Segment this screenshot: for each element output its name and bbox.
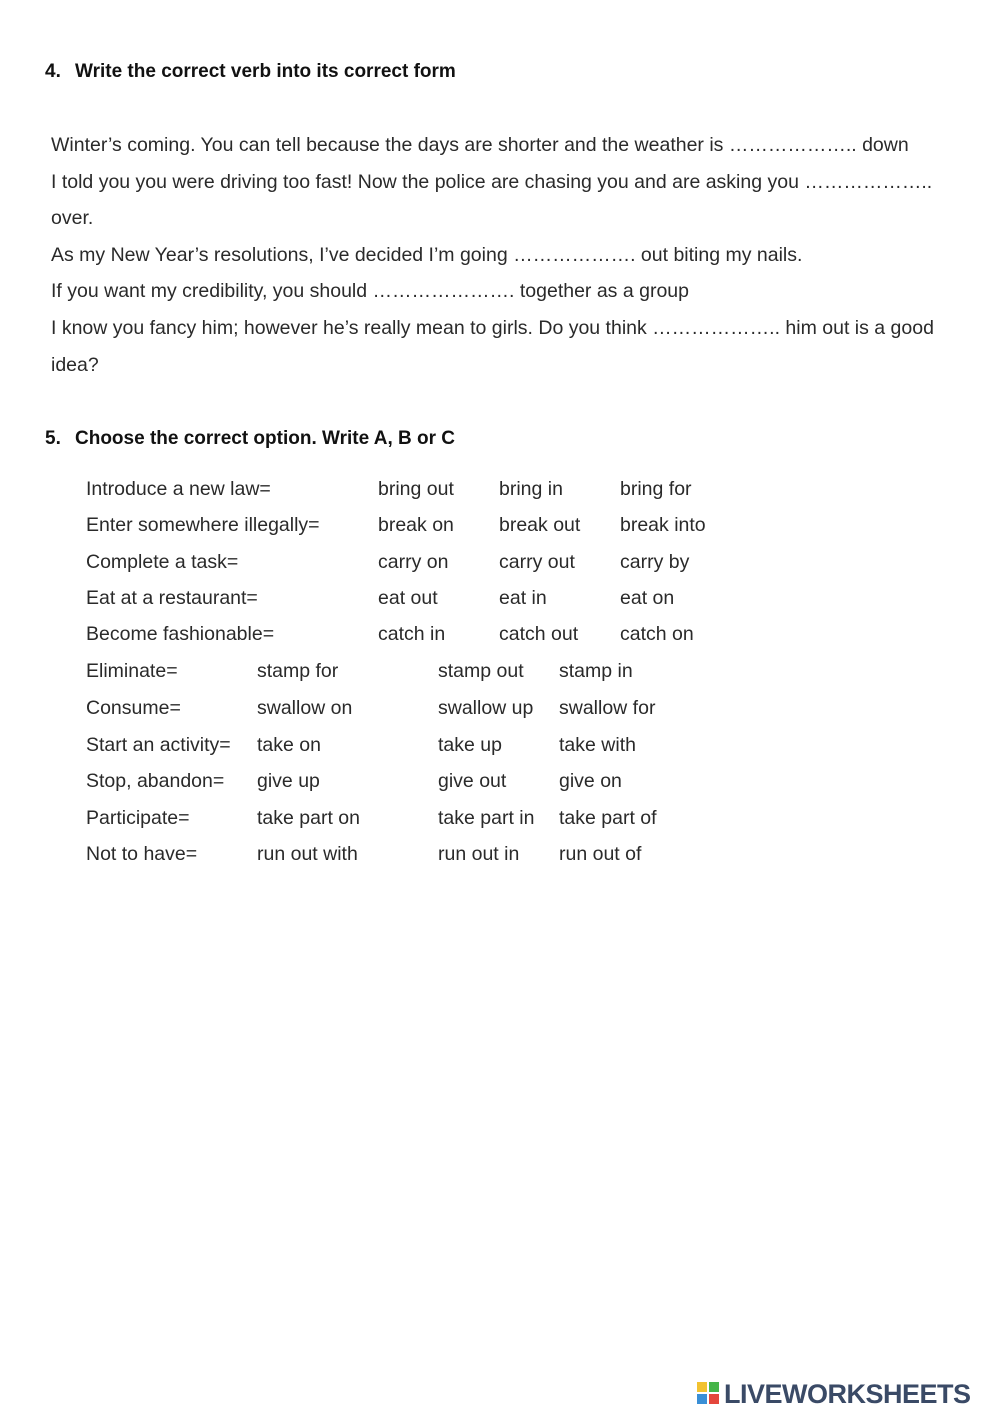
option-a: take part on [257, 807, 360, 829]
liveworksheets-logo-text: LIVEWORKSHEETS [724, 1379, 971, 1409]
option-prompt: Stop, abandon= [86, 770, 225, 792]
option-c: run out of [559, 843, 642, 865]
option-b: give out [438, 770, 507, 792]
section-4-paragraph [51, 127, 991, 383]
option-prompt: Not to have= [86, 843, 198, 865]
option-a: bring out [378, 478, 454, 500]
option-a: stamp for [257, 660, 339, 682]
option-b: carry out [499, 551, 575, 573]
option-prompt: Complete a task= [86, 551, 239, 573]
section-4-title: Write the correct verb into its correct form [75, 61, 456, 82]
liveworksheets-logo [697, 1378, 971, 1410]
option-c: swallow for [559, 697, 656, 719]
option-b: take part in [438, 807, 535, 829]
option-b: swallow up [438, 697, 534, 719]
option-b: take up [438, 734, 502, 756]
option-b: break out [499, 514, 581, 536]
option-a: run out with [257, 843, 358, 865]
option-b: stamp out [438, 660, 524, 682]
option-a: swallow on [257, 697, 353, 719]
option-b: bring in [499, 478, 563, 500]
option-b: catch out [499, 623, 579, 645]
option-prompt: Participate= [86, 807, 190, 829]
option-c: bring for [620, 478, 692, 500]
option-b: eat in [499, 587, 547, 609]
sentence-line: If you want my credibility, you should …………………. together as a group [51, 280, 689, 303]
sentence-line: idea? [51, 353, 99, 376]
option-a: catch in [378, 623, 446, 645]
option-prompt: Eliminate= [86, 660, 178, 682]
option-c: eat on [620, 587, 675, 609]
option-c: catch on [620, 623, 694, 645]
option-c: stamp in [559, 660, 633, 682]
option-c: give on [559, 770, 622, 792]
option-prompt: Become fashionable= [86, 623, 275, 645]
option-a: eat out [378, 587, 438, 609]
option-a: take on [257, 734, 321, 756]
sentence-line: I know you fancy him; however he’s really mean to girls. Do you think ……………….. him out is a good [51, 316, 934, 339]
option-c: carry by [620, 551, 690, 573]
option-c: break into [620, 514, 706, 536]
section-5-heading [45, 428, 455, 450]
section-4-number: 4. [45, 61, 61, 82]
option-prompt: Start an activity= [86, 734, 231, 756]
option-a: break on [378, 514, 454, 536]
section-5-number: 5. [45, 428, 61, 449]
sentence-line: over. [51, 207, 94, 230]
liveworksheets-logo-icon [697, 1382, 721, 1406]
sentence-line: As my New Year’s resolutions, I’ve decided I’m going ………………. out biting my nails. [51, 243, 803, 266]
section-5-title: Choose the correct option. Write A, B or C [75, 428, 456, 449]
sentence-line: I told you you were driving too fast! Now the police are chasing you and are asking you ……………….. [51, 170, 933, 193]
option-prompt: Introduce a new law= [86, 478, 271, 500]
option-a: carry on [378, 551, 449, 573]
option-c: take part of [559, 807, 657, 829]
option-b: run out in [438, 843, 520, 865]
option-prompt: Consume= [86, 697, 181, 719]
section-4-heading [45, 61, 456, 83]
sentence-line: Winter’s coming. You can tell because the days are shorter and the weather is ……………….. down [51, 134, 909, 156]
option-a: give up [257, 770, 320, 792]
option-c: take with [559, 734, 636, 756]
option-prompt: Enter somewhere illegally= [86, 514, 320, 536]
option-prompt: Eat at a restaurant= [86, 587, 258, 609]
